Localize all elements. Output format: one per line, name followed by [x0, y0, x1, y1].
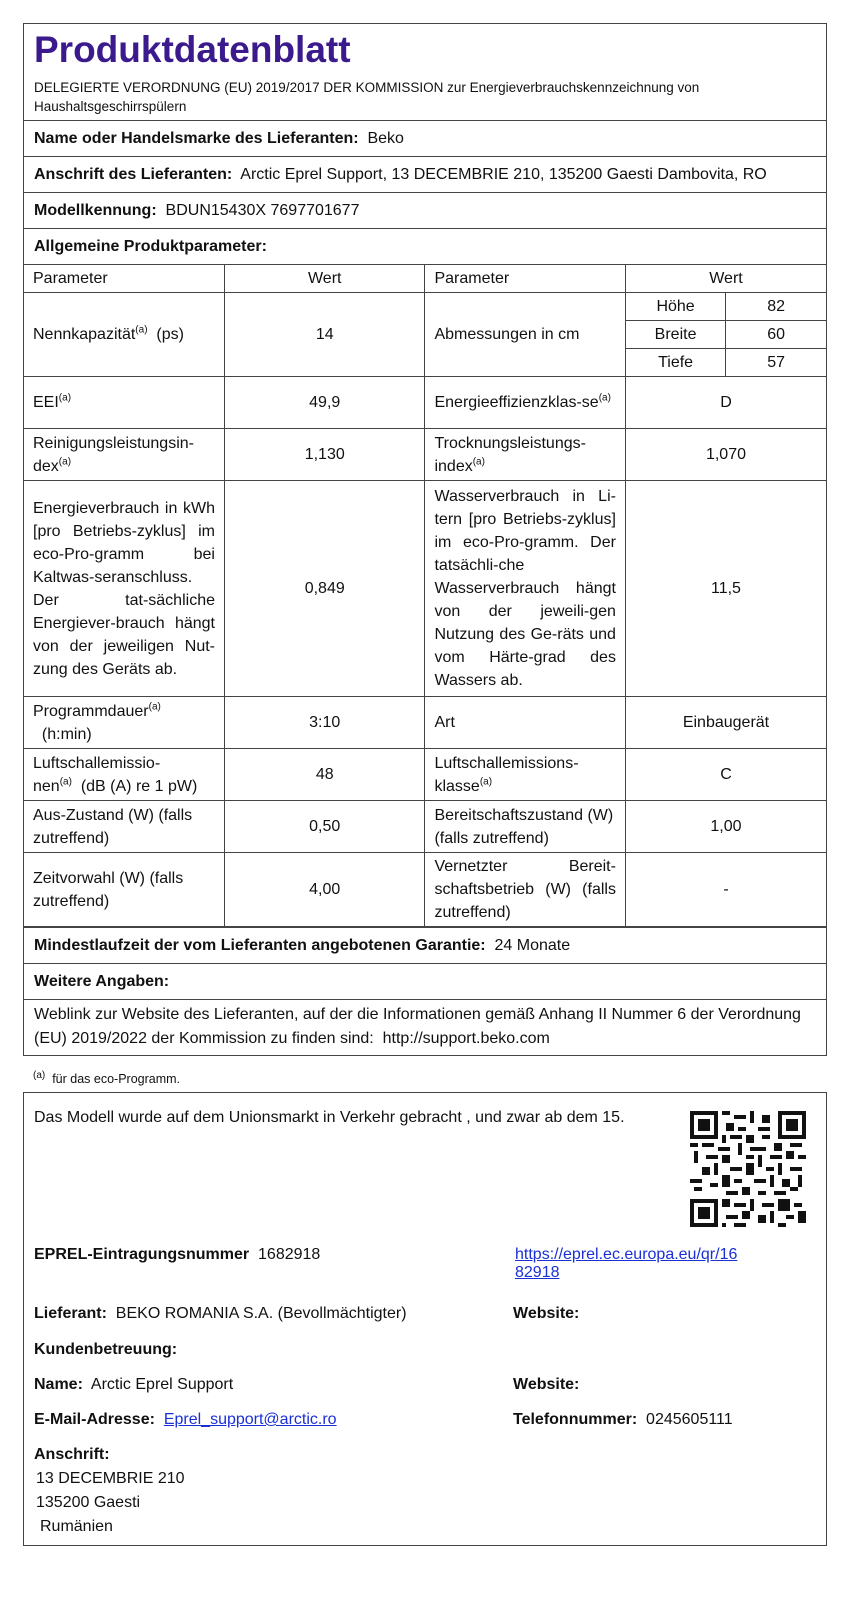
general-params-label: Allgemeine Produktparameter: [34, 238, 267, 255]
further-info-row [24, 963, 826, 999]
supplier-name-row [24, 120, 826, 156]
email-link[interactable]: Eprel_support@arctic.ro [163, 1411, 337, 1428]
noise-value: 48 [224, 749, 424, 801]
capacity-value: 14 [224, 293, 424, 377]
regulation-subtitle: DELEGIERTE VERORDNUNG (EU) 2019/2017 DER KOMMISSION zur Energieverbrauchskennzeichnung von Haushaltsgeschirrspülern [34, 80, 700, 114]
noise-class-label: Luftschallemissions-klasse$^{(a)}$ [425, 749, 625, 801]
dimensions-label: Abmessungen in cm [425, 293, 625, 377]
eprel-url-link[interactable]: https://eprel.ec.europa.eu/qr/16 82918 [515, 1246, 738, 1281]
height-label: Höhe [625, 293, 725, 321]
header-value-2: Wert [625, 265, 826, 293]
width-value: 60 [726, 321, 826, 349]
table-row [24, 697, 826, 749]
standby-label: Bereitschaftszustand (W) (falls zutreffend) [425, 801, 625, 853]
cleaning-index-value: 1,130 [224, 429, 424, 481]
service-phone: Telefonnummer: 0245605111 [513, 1411, 733, 1428]
energy-consumption-value: 0,849 [224, 481, 424, 697]
energy-consumption-label: Energieverbrauch in kWh [pro Betriebs-zyklus] im eco-Pro-gramm bei Kaltwas-seranschluss. Der tat-sächliche Energiever-brauch hängt von der jeweiligen Nut-zung des Geräts ab. [24, 481, 224, 697]
general-params-row [24, 228, 826, 264]
delay-start-label: Zeitvorwahl (W) (falls zutreffend) [24, 853, 224, 927]
header-value-1: Wert [224, 265, 424, 293]
height-value: 82 [726, 293, 826, 321]
networked-standby-value: - [625, 853, 826, 927]
depth-value: 57 [726, 349, 826, 377]
qr-code-icon[interactable] [690, 1111, 806, 1227]
model-label: Modellkennung: [34, 202, 157, 219]
water-consumption-value: 11,5 [625, 481, 826, 697]
width-label: Breite [625, 321, 725, 349]
capacity-label: Nennkapazität$^{(a)}$ (ps) [24, 293, 224, 377]
table-header-row [24, 265, 826, 293]
further-info-label: Weitere Angaben: [34, 973, 170, 990]
supplier-name-label: Name oder Handelsmarke des Lieferanten: [34, 130, 359, 147]
program-duration-label: Programmdauer$^{(a)}$ (h:min) [24, 697, 224, 749]
customer-service-label: Kundenbetreuung: [34, 1341, 178, 1358]
supplier-website-link[interactable]: http://support.beko.com [382, 1030, 550, 1047]
type-value: Einbaugerät [625, 697, 826, 749]
eprel-registration: EPREL-Eintragungsnummer 1682918 [34, 1246, 321, 1263]
eei-label: EEI$^{(a)}$ [24, 377, 224, 429]
address-line-1: 13 DECEMBRIE 210 [36, 1470, 185, 1487]
product-data-sheet [23, 23, 827, 1056]
off-mode-value: 0,50 [224, 801, 424, 853]
off-mode-label: Aus-Zustand (W) (falls zutreffend) [24, 801, 224, 853]
table-row [24, 853, 826, 927]
drying-index-label: Trocknungsleistungs-index$^{(a)}$ [425, 429, 625, 481]
drying-index-value: 1,070 [625, 429, 826, 481]
service-address-label: Anschrift: [34, 1446, 110, 1463]
address-line-2: 135200 Gaesti [36, 1494, 141, 1511]
program-duration-value: 3:10 [224, 697, 424, 749]
model-value: BDUN15430X 7697701677 [165, 202, 360, 219]
standby-value: 1,00 [625, 801, 826, 853]
table-row [24, 293, 826, 321]
warranty-label: Mindestlaufzeit der vom Lieferanten angebotenen Garantie: [34, 937, 486, 954]
table-row [24, 749, 826, 801]
address-line-3: Rumänien [40, 1518, 113, 1535]
model-row [24, 192, 826, 228]
service-website-label: Website: [513, 1376, 580, 1393]
energy-class-value: D [625, 377, 826, 429]
warranty-row [24, 927, 826, 963]
eei-value: 49,9 [224, 377, 424, 429]
warranty-value: 24 Monate [494, 937, 571, 954]
supplier-address-value: Arctic Eprel Support, 13 DECEMBRIE 210, 135200 Gaesti Dambovita, RO [240, 166, 767, 183]
eprel-section [23, 1092, 827, 1546]
depth-label: Tiefe [625, 349, 725, 377]
table-row [24, 801, 826, 853]
eprel-supplier: Lieferant: BEKO ROMANIA S.A. (Bevollmächtigter) [34, 1305, 407, 1322]
page-title: Produktdatenblatt [34, 29, 351, 70]
table-row [24, 429, 826, 481]
supplier-name-value: Beko [367, 130, 404, 147]
noise-label: Luftschallemissio-nen$^{(a)}$ (dB (A) re 1 pW) [24, 749, 224, 801]
weblink-text: Weblink zur Website des Lieferanten, auf der die Informationen gemäß Anhang II Nummer 6 der Verordnung (EU) 2019/2022 der Kommission zu finden sind: http://support.beko.com [24, 999, 826, 1055]
table-row [24, 377, 826, 429]
footnote: $^{(a)}$ für das eco-Programm. [33, 1069, 181, 1086]
parameter-table [24, 264, 826, 927]
networked-standby-label: Vernetzter Bereit-schaftsbetrieb (W) (falls zutreffend) [425, 853, 625, 927]
energy-class-label: Energieeffizienzklas-$se^{(a)}$ [425, 377, 625, 429]
type-label: Art [425, 697, 625, 749]
water-consumption-label: Wasserverbrauch in Li-tern [pro Betriebs-zyklus] im eco-Pro-gramm. Der tatsächli-che Wasserverbrauch hängt von der jeweili-gen Nutzung des Ge-räts und vom Härte-grad des Wassers ab. [425, 481, 625, 697]
header-parameter-2: Parameter [425, 265, 625, 293]
header-parameter-1: Parameter [24, 265, 224, 293]
noise-class-value: C [625, 749, 826, 801]
market-text: Das Modell wurde auf dem Unionsmarkt in Verkehr gebracht , und zwar ab dem 15. [34, 1109, 625, 1126]
table-row [24, 481, 826, 697]
service-email: E-Mail-Adresse: Eprel_support@arctic.ro [34, 1411, 337, 1428]
service-name: Name: Arctic Eprel Support [34, 1376, 234, 1393]
supplier-website-label: Website: [513, 1305, 580, 1322]
cleaning-index-label: Reinigungsleistungsin-dex$^{(a)}$ [24, 429, 224, 481]
supplier-address-row [24, 156, 826, 192]
delay-start-value: 4,00 [224, 853, 424, 927]
supplier-address-label: Anschrift des Lieferanten: [34, 166, 233, 183]
